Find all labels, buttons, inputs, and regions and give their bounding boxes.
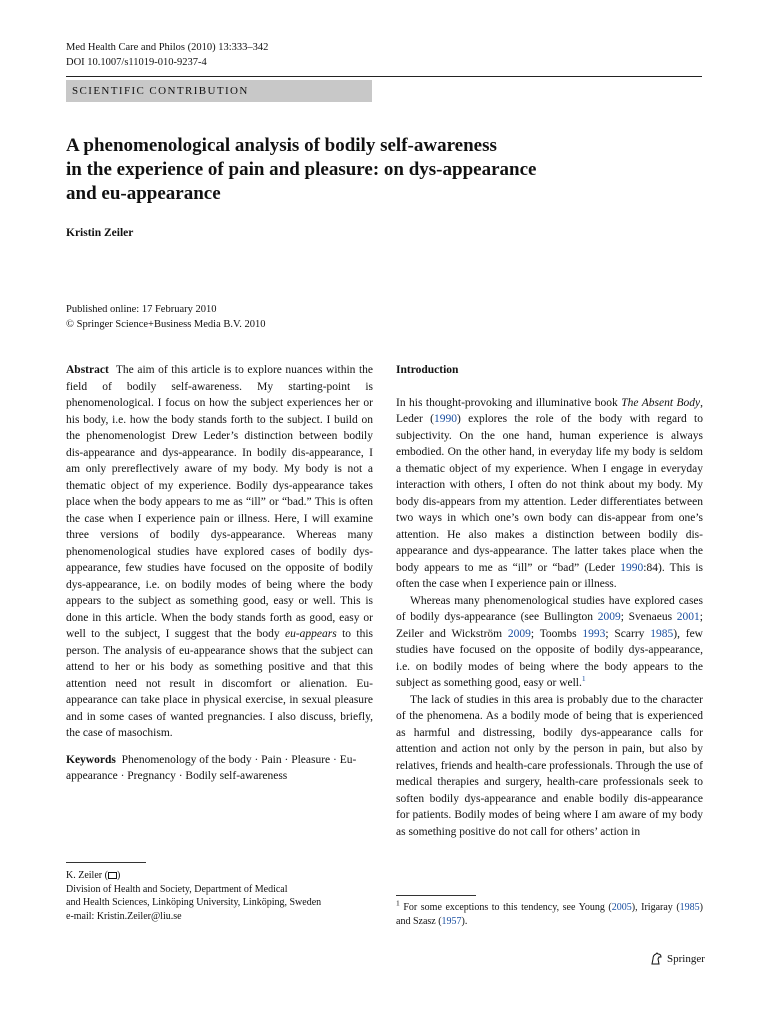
- title-line-1: A phenomenological analysis of bodily self-awareness: [66, 135, 497, 156]
- publication-info: [66, 302, 265, 332]
- p1-text-a: In his thought-provoking and illuminative book: [396, 396, 622, 409]
- correspondence-name: [66, 869, 373, 883]
- citation-link[interactable]: 2009: [507, 627, 531, 640]
- p1-text-c: ) explores the role of the body with regard to subjectivity. On the one hand, human experience is always embodied. On the other hand, in everyday life my body is seldom a thematic object of my experience. When I engage in everyday interaction with others, I often do not think about my body. My body dis-appears from my attention. Leder differentiates between two ways in which one’s own body can dis-appear from one’s attention. He also makes a distinction between bodily dis-appearance and dys-appearance. The latter takes place when the body appears to me as “ill” or “bad” (Leder: [396, 413, 703, 574]
- citation-link[interactable]: 1957: [441, 915, 462, 927]
- footnote-text-b: ), Irigaray (: [631, 902, 680, 913]
- springer-horse-icon: [650, 952, 663, 965]
- footnote-text-a: For some exceptions to this tendency, see Young (: [403, 902, 612, 913]
- abstract-text-1: The aim of this article is to explore nuances within the field of bodily self-awareness. My starting-point is phenomenological. I focus on how the subject experiences her or his body, i.e. how the body stands forth to the subject. I build on the phenomenologist Drew Leder’s distinction between bodily dis-appearance and dys-appearance. In bodily dis-appearance, I am only prereflectively aware of my body. My body is not a thematic object of my experience. Bodily dys-appearance takes place when the body appears to me as “ill” or “bad.” This is often the case when I experience pain or illness. Here, I will examine three versions of bodily dys-appearance. Whereas many phenomenological studies have explored cases of bodily dys-appearance, few studies have focused on the opposite of bodily dys-appearance, i.e. on bodily modes of being where the body appears to the subject as something good, easy or well. This is done in this article. When the body stands forth as good, easy or well to the subject, I suggest that the body: [66, 364, 374, 640]
- article-title: [66, 134, 686, 206]
- p2-text-d: ; Toombs: [530, 627, 583, 640]
- keywords: [66, 752, 373, 785]
- publisher-logo: [650, 952, 705, 965]
- intro-paragraph-3: The lack of studies in this area is probably due to the character of the phenomena. As a bodily mode of being that is experienced as harmful and distressing, bodily dys-appearance calls for attention and action not only by the person in pain, but also by relatives, friends and health-care professionals. Through the use of medical therapies and surgery, health-care professionals seek to soften bodily dys-appearance and enable bodily dis-appearance for patients. Bodily modes of being where I am aware of my body as something positive do not call for others’ action in: [396, 693, 703, 838]
- footnote-text-d: ).: [461, 915, 468, 927]
- correspondence-author: K. Zeiler (: [66, 870, 108, 881]
- p2-text-a: Whereas many phenomenological studies have explored cases of bodily dys-appearance (see Bullington: [396, 594, 703, 623]
- p1-text-b: , Leder (: [396, 396, 703, 425]
- citation-link[interactable]: 1993: [582, 627, 606, 640]
- copyright: © Springer Science+Business Media B.V. 2010: [66, 319, 266, 330]
- affiliation-line-1: Division of Health and Society, Department of Medical: [66, 883, 288, 895]
- journal-header: [66, 40, 268, 70]
- left-column: [66, 362, 373, 785]
- citation-link[interactable]: 1990: [433, 413, 457, 425]
- journal-citation: Med Health Care and Philos (2010) 13:333–342: [66, 42, 269, 53]
- p2-text-c: ; Zeiler and Wickström: [396, 611, 703, 640]
- footnote-marker[interactable]: 1: [581, 674, 586, 684]
- doi: DOI 10.1007/s11019-010-9237-4: [66, 57, 207, 68]
- abstract-emphasis: eu-appears: [285, 628, 337, 640]
- p1-text-d: :84). This is often the case when I experience pain or illness.: [396, 561, 703, 590]
- title-line-2: in the experience of pain and pleasure: on dys-appearance: [66, 159, 537, 180]
- publisher-name: Springer: [667, 952, 705, 965]
- book-title: The Absent Body: [621, 396, 701, 409]
- p2-text-e: ; Scarry: [605, 627, 651, 640]
- citation-link[interactable]: 2005: [611, 902, 632, 913]
- footnote-text-c: ) and Szasz (: [396, 902, 704, 927]
- abstract: [66, 362, 373, 742]
- citation-link[interactable]: 2009: [597, 611, 621, 623]
- footnote-number: 1: [396, 898, 400, 908]
- affiliation-line-2: and Health Sciences, Linköping University, Linköping, Sweden: [66, 897, 322, 908]
- intro-paragraph-2: [396, 593, 703, 692]
- correspondence: [66, 869, 373, 923]
- author-name: Kristin Zeiler: [66, 227, 134, 239]
- citation-link[interactable]: 2001: [676, 611, 700, 623]
- correspondence-rule: [66, 862, 146, 863]
- abstract-heading: Abstract: [66, 364, 109, 376]
- correspondence-paren: ): [116, 870, 121, 881]
- envelope-icon: [108, 872, 117, 879]
- citation-link[interactable]: 1990: [620, 561, 644, 574]
- email[interactable]: e-mail: Kristin.Zeiler@liu.se: [66, 910, 182, 922]
- published-date: Published online: 17 February 2010: [66, 304, 217, 315]
- introduction-heading: Introduction: [396, 364, 459, 376]
- header-rule: [66, 76, 702, 77]
- section-label: SCIENTIFIC CONTRIBUTION: [66, 80, 372, 102]
- keywords-text: Phenomenology of the body · Pain · Pleasure · Eu-appearance · Pregnancy · Bodily self-awareness: [66, 753, 357, 782]
- intro-paragraph-1: [396, 395, 703, 593]
- citation-link[interactable]: 1985: [679, 902, 700, 913]
- footnote-rule: [396, 895, 476, 896]
- p2-text-b: ; Svenaeus: [620, 611, 677, 623]
- right-column: [396, 362, 703, 840]
- keywords-heading: Keywords: [66, 753, 116, 766]
- abstract-text-2: to this person. The analysis of eu-appearance shows that the subject can attend to her or his body as something positive and that this attention need not result in discomfort or alienation. Eu-appearance can take place in physical exercise, in sexual pleasure and in some cases of wanted pregnancies. I also discuss, briefly, the case of masochism.: [66, 628, 374, 739]
- citation-link[interactable]: 1985: [650, 627, 674, 640]
- footnote: [396, 898, 704, 928]
- title-line-3: and eu-appearance: [66, 183, 221, 204]
- p2-text-f: ), few studies have focused on the opposite of bodily dys-appearance, i.e. on bodily modes of being where the body appears to the subject as something good, easy or well.: [396, 627, 703, 689]
